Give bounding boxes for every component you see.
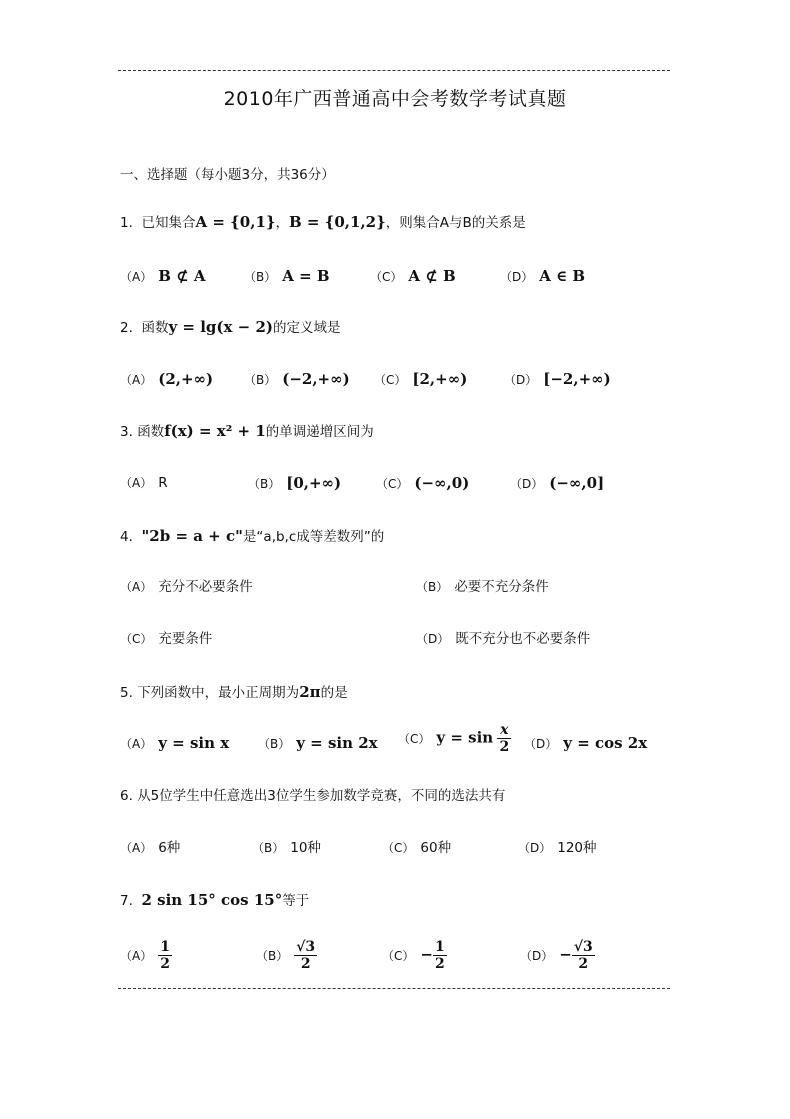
top-divider	[118, 70, 670, 71]
option-text: 6种	[158, 840, 181, 856]
fraction-denominator: 2	[434, 956, 445, 972]
stem-math: "2b = a + c"	[141, 527, 243, 545]
option-label: （C）	[382, 948, 415, 963]
question-2-stem	[120, 317, 341, 338]
q3-option-c[interactable]	[376, 473, 469, 494]
option-math: (−∞,0]	[549, 474, 605, 492]
option-math: (−∞,0)	[414, 474, 470, 492]
question-number: 4.	[120, 529, 133, 545]
option-label: （C）	[382, 841, 415, 855]
q7-option-a[interactable]	[120, 939, 172, 972]
option-label: （A）	[120, 580, 153, 594]
q3-option-d[interactable]	[510, 473, 604, 494]
option-label: （D）	[510, 477, 544, 491]
option-label: （C）	[376, 477, 409, 491]
option-math: y = sin	[436, 728, 494, 747]
fraction-numerator: √3	[296, 939, 316, 955]
option-label: （C）	[120, 632, 153, 646]
minus-sign: −	[559, 945, 572, 964]
q1-option-b[interactable]	[244, 266, 330, 287]
stem-text: 函数	[137, 424, 165, 440]
stem-text: 等于	[282, 893, 310, 909]
stem-text: 的定义域是	[273, 320, 341, 336]
stem-math: y = lg(x − 2)	[168, 318, 273, 336]
option-math: y = sin 2x	[296, 734, 378, 752]
option-text: 120种	[557, 840, 597, 856]
stem-math: A = {0,1}	[195, 213, 276, 231]
option-label: （C）	[398, 731, 431, 746]
q2-option-b[interactable]	[244, 369, 350, 390]
q7-option-c[interactable]	[382, 939, 447, 972]
option-math: [2,+∞)	[412, 370, 468, 388]
option-text: 既不充分也不必要条件	[455, 631, 591, 647]
option-label: （A）	[120, 476, 153, 490]
minus-sign: −	[420, 945, 433, 964]
option-label: （B）	[416, 580, 449, 594]
fraction	[572, 939, 595, 972]
q2-option-d[interactable]	[504, 369, 611, 390]
option-text: 必要不充分条件	[454, 579, 549, 595]
question-6-stem	[120, 786, 505, 806]
option-label: （A）	[120, 373, 153, 387]
q5-option-b[interactable]	[258, 733, 378, 754]
fraction-denominator: 2	[300, 956, 311, 972]
question-3-stem	[120, 421, 374, 442]
stem-text: ，则集合A与B的关系是	[385, 215, 526, 231]
option-math: [0,+∞)	[286, 474, 342, 492]
question-number: 7.	[120, 893, 133, 909]
fraction-numerator: √3	[573, 939, 593, 955]
stem-math: 2 sin 15° cos 15°	[141, 891, 283, 909]
stem-math: 2π	[299, 683, 321, 701]
fraction	[497, 722, 511, 755]
option-label: （B）	[256, 948, 289, 963]
stem-text: ，	[275, 215, 290, 231]
fraction-numerator: 1	[160, 939, 170, 955]
option-label: （A）	[120, 841, 153, 855]
option-label: （D）	[504, 373, 538, 387]
stem-text: 从5位学生中任意选出3位学生参加数学竞赛，不同的选法共有	[137, 788, 506, 804]
q6-option-b[interactable]	[252, 838, 321, 858]
page-title: 2010年广西普通高中会考数学考试真题	[223, 88, 567, 110]
option-label: （B）	[244, 270, 277, 284]
q2-option-c[interactable]	[374, 369, 467, 390]
fraction	[294, 939, 317, 972]
option-label: （B）	[258, 737, 291, 751]
option-label: （A）	[120, 737, 153, 751]
stem-math: B = {0,1,2}	[289, 213, 386, 231]
section-heading: 一、选择题（每小题3分，共36分）	[120, 167, 335, 183]
question-number: 2.	[120, 320, 133, 336]
option-math: B ⊄ A	[158, 267, 206, 285]
q7-option-b[interactable]	[256, 939, 317, 972]
option-label: （A）	[120, 270, 153, 284]
q5-option-a[interactable]	[120, 733, 229, 754]
option-label: （D）	[520, 948, 554, 963]
fraction-numerator: 1	[434, 939, 445, 955]
fraction	[158, 939, 172, 972]
q3-option-a[interactable]	[120, 473, 168, 493]
q5-option-c[interactable]	[398, 722, 511, 755]
option-label: （C）	[374, 373, 407, 387]
option-math: y = cos 2x	[563, 734, 648, 752]
option-text: 10种	[290, 840, 321, 856]
stem-text: 函数	[141, 320, 169, 336]
question-1-stem	[120, 212, 526, 233]
stem-text: 的是	[320, 685, 348, 701]
fraction-denominator: 2	[578, 956, 589, 972]
question-number: 1.	[120, 215, 133, 231]
q2-option-a[interactable]	[120, 369, 213, 390]
option-label: （D）	[416, 632, 450, 646]
q4-option-c[interactable]	[120, 629, 212, 649]
option-label: （C）	[370, 270, 403, 284]
option-text: 充要条件	[158, 631, 213, 647]
option-math: [−2,+∞)	[543, 370, 611, 388]
option-label: （B）	[244, 373, 277, 387]
option-label: （D）	[524, 737, 558, 751]
q4-option-d[interactable]	[416, 629, 590, 649]
q4-option-b[interactable]	[416, 577, 549, 597]
fraction-numerator: x	[497, 722, 511, 739]
option-text: 60种	[420, 840, 452, 856]
q7-option-d[interactable]	[520, 939, 595, 972]
q4-option-a[interactable]	[120, 577, 253, 597]
option-text: 充分不必要条件	[158, 579, 253, 595]
fraction-denominator: 2	[160, 956, 170, 972]
option-label: （D）	[500, 270, 534, 284]
stem-math: f(x) = x² + 1	[164, 422, 266, 440]
q1-option-c[interactable]	[370, 266, 456, 287]
question-number: 3.	[120, 424, 133, 440]
fraction	[433, 939, 447, 972]
q3-option-b[interactable]	[248, 473, 341, 494]
fraction-denominator: 2	[499, 739, 510, 755]
option-label: （D）	[518, 841, 552, 855]
question-number: 5.	[120, 685, 133, 701]
option-math: A = B	[282, 267, 330, 285]
stem-text: 下列函数中，最小正周期为	[137, 685, 300, 701]
q6-option-a[interactable]	[120, 838, 180, 858]
q5-option-d[interactable]	[524, 733, 647, 754]
option-math: (2,+∞)	[158, 370, 214, 388]
question-5-stem	[120, 682, 348, 703]
option-label: （B）	[248, 477, 281, 491]
option-math: A ∈ B	[539, 267, 586, 285]
bottom-divider	[118, 988, 670, 989]
question-number: 6.	[120, 788, 133, 804]
stem-text: 的单调递增区间为	[265, 424, 374, 440]
q1-option-d[interactable]	[500, 266, 585, 287]
stem-text: 是“a,b,c成等差数列”的	[242, 529, 385, 545]
option-math: A ⊄ B	[408, 267, 456, 285]
question-4-stem	[120, 526, 384, 547]
option-text: R	[158, 475, 168, 491]
q1-option-a[interactable]	[120, 266, 206, 287]
stem-text: 已知集合	[141, 215, 196, 231]
question-7-stem	[120, 890, 309, 911]
option-label: （B）	[252, 841, 285, 855]
q6-option-c[interactable]	[382, 838, 451, 858]
option-math: y = sin x	[158, 734, 230, 752]
option-label: （A）	[120, 948, 153, 963]
option-math: (−2,+∞)	[282, 370, 350, 388]
q6-option-d[interactable]	[518, 838, 597, 858]
